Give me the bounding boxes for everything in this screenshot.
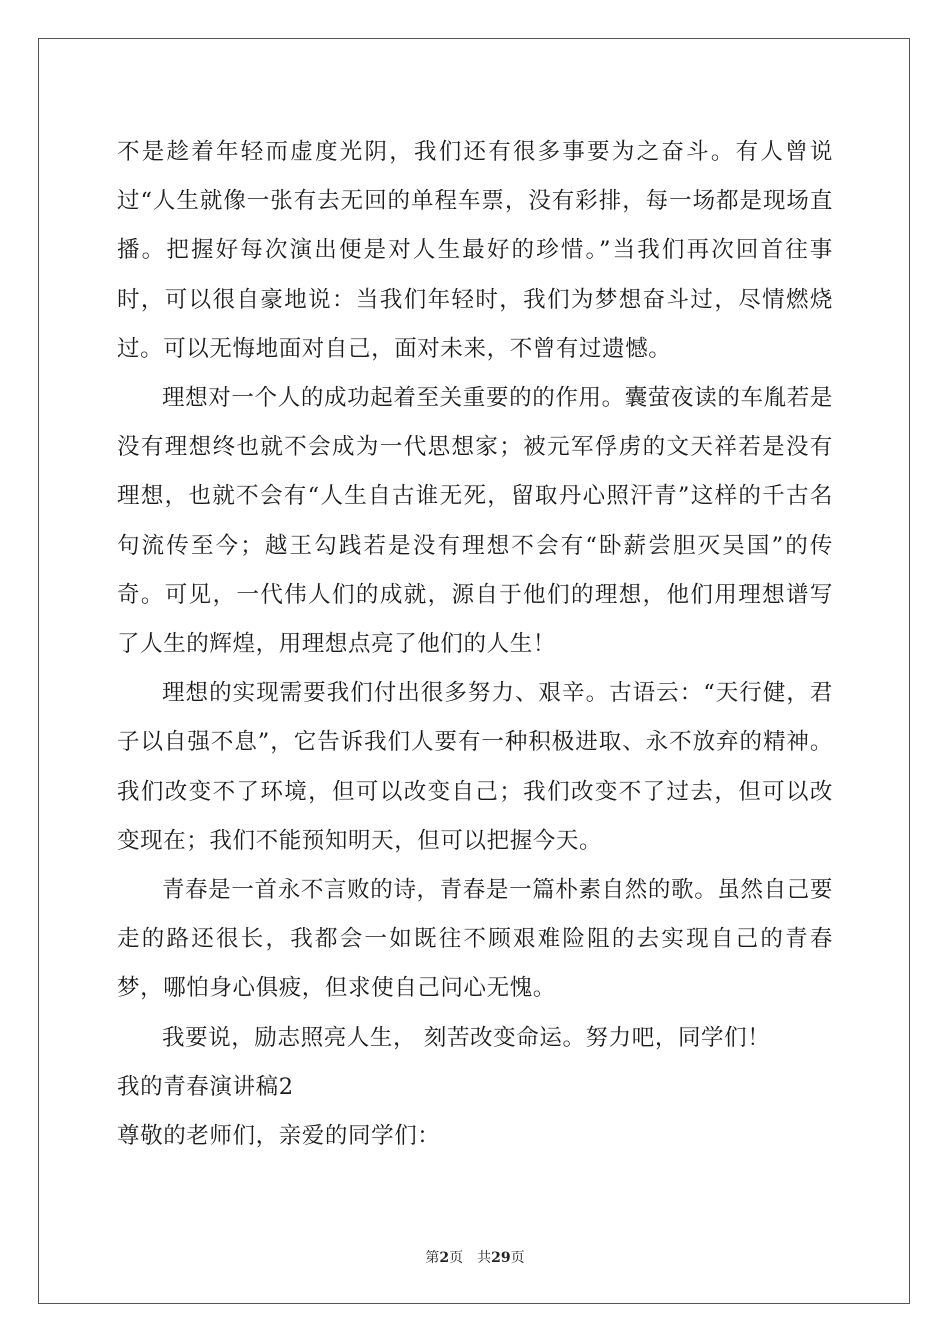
total-prefix: 共 <box>477 1250 492 1266</box>
page-footer <box>0 1247 950 1267</box>
paragraph-4: 青春是一首永不言败的诗，青春是一篇朴素自然的歌。虽然自己要走的路还很长，我都会一如既往不顾艰难险阻的去实现自己的青春梦，哪怕身心俱疲，但求使自己问心无愧。 <box>117 877 833 1002</box>
paragraph-3: 理想的实现需要我们付出很多努力、艰辛。古语云：“天行健，君子以自强不息”，它告诉我们人要有一种积极进取、永不放弃的精神。我们改变不了环境，但可以改变自己；我们改变不了过去，但可以改变现在；我们不能预知明天，但可以把握今天。 <box>117 680 833 854</box>
total-suffix: 页 <box>510 1250 525 1266</box>
paragraph-5: 我要说，励志照亮人生， 刻苦改变命运。努力吧，同学们！ <box>162 1024 771 1051</box>
total-pages: 29 <box>491 1250 511 1266</box>
paragraph-1: 不是趁着年轻而虚度光阴，我们还有很多事要为之奋斗。有人曾说过“人生就像一张有去无回的单程车票，没有彩排，每一场都是现场直播。把握好每次演出便是对人生最好的珍惜。”当我们再次回首往事时，可以很自豪地说：当我们年轻时，我们为梦想奋斗过，尽情燃烧过。可以无悔地面对自己，面对未来，不曾有过遗憾。 <box>117 139 833 362</box>
page-prefix: 第 <box>425 1250 440 1266</box>
salutation: 尊敬的老师们，亲爱的同学们： <box>117 1123 441 1150</box>
section-title: 我的青春演讲稿2 <box>117 1073 294 1100</box>
document-body <box>117 128 833 1161</box>
page-suffix: 页 <box>449 1250 464 1266</box>
paragraph-2: 理想对一个人的成功起着至关重要的的作用。囊萤夜读的车胤若是没有理想终也就不会成为一代思想家；被元军俘虏的文天祥若是没有理想，也就不会有“人生自古谁无死，留取丹心照汗青”这样的千古名句流传至今；越王勾践若是没有理想不会有“卧薪尝胆灭吴国”的传奇。可见，一代伟人们的成就，源自于他们的理想，他们用理想谱写了人生的辉煌，用理想点亮了他们的人生！ <box>117 385 833 658</box>
page-number: 2 <box>439 1250 450 1266</box>
